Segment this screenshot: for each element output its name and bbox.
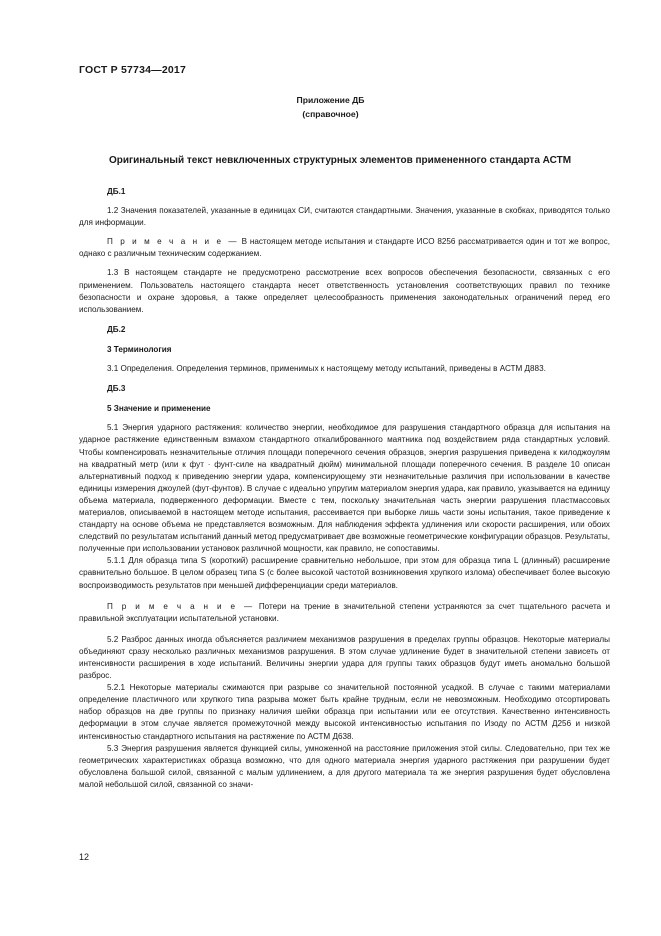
note-2: [79, 601, 610, 625]
main-title: Оригинальный текст невключенных структурных элементов примененного стандарта АСТМ: [108, 155, 572, 166]
note-2-text: Потери на трение в значительной степени устраняются за счет тщательного расчета и правильной эксплуатации испытательной установки.: [79, 601, 610, 623]
paragraph-3-1: 3.1 Определения. Определения терминов, применимых к настоящему методу испытаний, приведены в АСТМ Д883.: [107, 364, 546, 374]
section-db1-heading: ДБ.1: [107, 187, 126, 196]
paragraph-5-2-1: 5.2.1 Некоторые материалы сжимаются при разрыве со значительной постоянной усадкой. В случае с такими материалами определение пластичного или хрупкого типа разрыва может быть крайне трудным, если не невозможным. Необходимо отсортировать набор образцов на две группы по признаку наличия шейки образца при испытании или ее отсутствия. Качественно интенсивность деформации в этом случае является промежуточной между высокой интенсивностью испытания по Изоду по АСТМ Д256 и низкой интенсивностью стандартного испытания на растяжение по АСТМ Д638.: [79, 683, 610, 741]
paragraph-5-1: 5.1 Энергия ударного растяжения: количество энергии, необходимое для разрушения стандартного образца для испытания на ударное растяжение единственным взмахом стандартного откалиброванного маятника под воздействием ряда стандартных условий. Чтобы компенсировать незначительные отличия площади поперечного сечения образцов, энергия разрушения приведена к килоджоулям на квадратный метр (или к фут · фунт-силе на квадратный дюйм) минимальной площади поперечного сечения. В разделе 10 описан альтернативный подход к приведению энергии удара, компенсирующему эти незначительные различия при использовании в качестве единицы измерения джоулей (фут-фунтов). В случае с идеально упругим материалом энергия удара, как правило, указывается на единицу объема материала, подверженного деформации. Вместе с тем, поскольку значительная часть энергии разрушения пластмассовых материалов, описываемой в настоящем методе испытания, рассеивается при выборке лишь части зоны испытания, такое приведение к стандарту на основе объема не представляется возможным. Для наблюдения эффекта удлинения или скорости расширения, или обоих следствий по результатам испытаний данный метод предусматривает две возможные геометрические конфигурации образцов. Результаты, полученные при использовании установок различной мощности, как правило, не сопоставимы.: [79, 423, 610, 554]
note-1-text: В настоящем методе испытания и стандарте ИСО 8256 рассматривается один и тот же вопрос, однако с различным техническим содержанием.: [79, 237, 610, 259]
paragraph-5-1-1: 5.1.1 Для образца типа S (короткий) расширение сравнительно небольшое, при этом для образца типа L (длинный) расширение сравнительно большое. В целом образец типа S (с более высокой частотой возникновения хрупкого излома) обеспечивает более высокую воспроизводимость результатов при меньшей дифференциации среди материалов.: [79, 556, 610, 590]
section-db2-heading: ДБ.2: [107, 324, 126, 334]
body-text: [79, 186, 610, 791]
paragraph-5-2: 5.2 Разброс данных иногда объясняется различием механизмов разрушения в пределах группы образцов. Некоторые материалы объединяют сразу несколько различных механизмов разрушения. В этом случае удлинение будет в значительной степени зависеть от интенсивности расширения в ходе испытаний. Величины энергии удара для группы таких образцов будут иметь аномально большой разброс.: [79, 634, 610, 681]
paragraph-5-3: 5.3 Энергия разрушения является функцией силы, умноженной на расстояние приложения этой силы. Следовательно, при тех же геометрических характеристиках образца возможно, что для одного материала энергия ударного растяжения при разрушении будет обусловлена большой силой, связанной с малым удлинением, а для другого материала та же энергия разрушения будет обусловлена малой небольшой силой, связанной со значи-: [79, 743, 610, 789]
paragraph-1-2: 1.2 Значения показателей, указанные в единицах СИ, считаются стандартными. Значения, указанные в скобках, приводятся только для информации.: [79, 206, 610, 228]
section-db3-heading: ДБ.3: [107, 384, 126, 394]
note-1-label: П р и м е ч а н и е —: [107, 237, 239, 247]
note-1: [79, 236, 610, 260]
paragraph-1-3: 1.3 В настоящем стандарте не предусмотрено рассмотрение всех вопросов обеспечения безопасности, связанных с его применением. Пользователь настоящего стандарта несет ответственность установления соответствующих правил по технике безопасности и охране здоровья, а также определяет целесообразность применения законодательных ограничений перед его использованием.: [79, 268, 610, 314]
appendix-title: Приложение ДБ: [296, 95, 365, 105]
note-2-label: П р и м е ч а н и е —: [107, 601, 255, 611]
section-3-heading: 3 Терминология: [107, 344, 172, 354]
appendix-subtitle: (справочное): [302, 109, 359, 119]
section-5-heading: 5 Значение и применение: [107, 404, 211, 414]
page-number: 12: [79, 852, 90, 862]
document-header-id: ГОСТ Р 57734—2017: [79, 64, 187, 76]
